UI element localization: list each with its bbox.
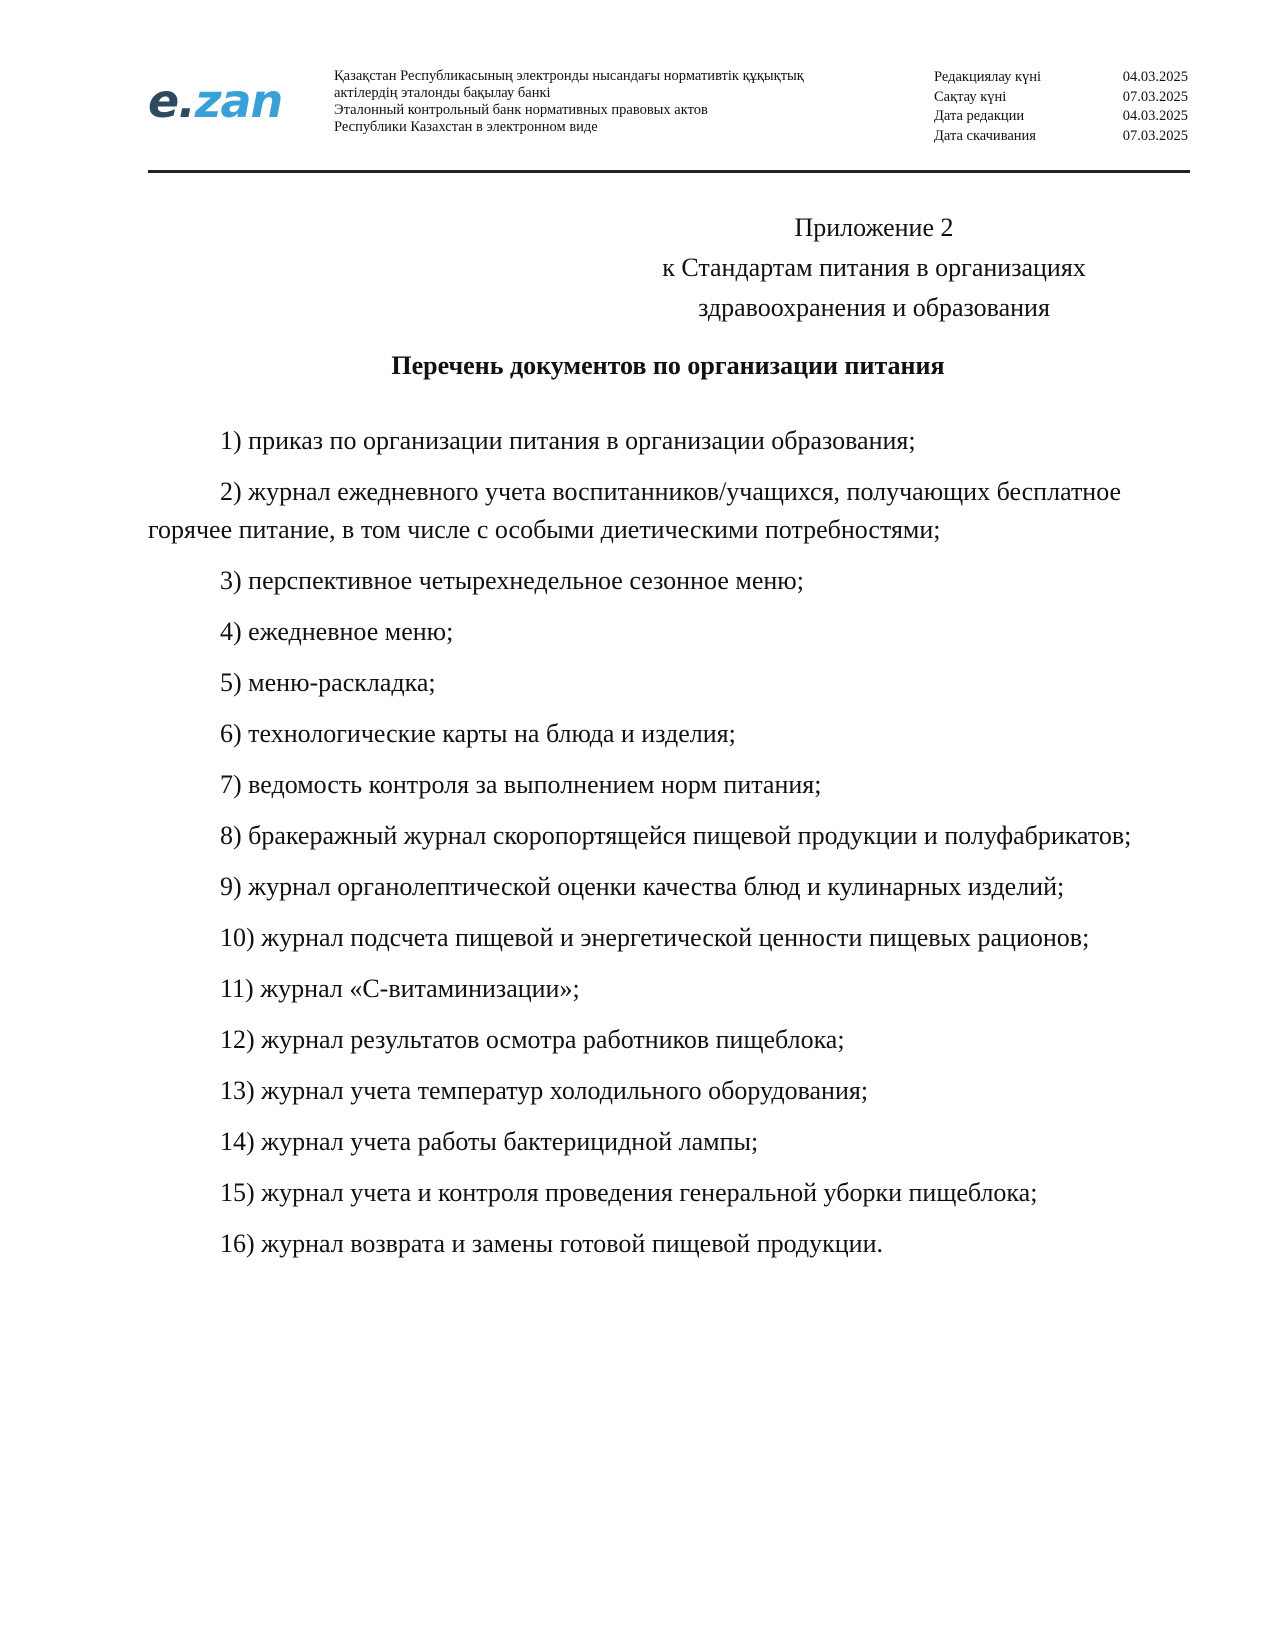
- bank-title: [334, 68, 894, 136]
- meta-row: [934, 88, 1188, 108]
- meta-row: [934, 127, 1188, 147]
- appendix-line: к Стандартам питания в организациях: [662, 253, 1086, 282]
- logo-dot: .: [178, 74, 195, 128]
- list-item: 12) журнал результатов осмотра работников пищеблока;: [220, 1025, 845, 1054]
- list-item: 6) технологические карты на блюда и изделия;: [220, 719, 736, 748]
- meta-label: Дата скачивания: [934, 127, 1036, 144]
- list-item: 8) бракеражный журнал скоропортящейся пищевой продукции и полуфабрикатов;: [220, 821, 1132, 850]
- list-item: 3) перспективное четырехнедельное сезонное меню;: [220, 566, 804, 595]
- list-item: 11) журнал «С-витаминизации»;: [220, 974, 580, 1003]
- document-dates: [934, 68, 1188, 146]
- meta-value: 04.03.2025: [1122, 69, 1188, 85]
- document-list: [148, 422, 1190, 1276]
- list-item: 1) приказ по организации питания в организации образования;: [220, 426, 916, 455]
- list-item: 9) журнал органолептической оценки качества блюд и кулинарных изделий;: [220, 872, 1065, 901]
- bank-title-line: актілердің эталонды бақылау банкі: [334, 85, 551, 101]
- list-item: 5) меню-раскладка;: [220, 668, 436, 697]
- list-item: 14) журнал учета работы бактерицидной лампы;: [220, 1127, 759, 1156]
- appendix-caption: [600, 208, 1148, 328]
- list-item: 15) журнал учета и контроля проведения генеральной уборки пищеблока;: [220, 1178, 1038, 1207]
- meta-value: 07.03.2025: [1122, 88, 1188, 105]
- meta-value: 04.03.2025: [1122, 108, 1188, 124]
- logo-e: e: [148, 74, 179, 128]
- list-item: 2) журнал ежедневного учета воспитанников/учащихся, получающих бесплатное горячее питание, в том числе с особыми диетическими потребностями;: [148, 477, 1122, 544]
- bank-title-line: Республики Казахстан в электронном виде: [334, 119, 598, 135]
- list-item: 7) ведомость контроля за выполнением норм питания;: [220, 770, 822, 799]
- ezan-logo: [148, 74, 283, 128]
- list-item: 13) журнал учета температур холодильного оборудования;: [220, 1076, 869, 1105]
- meta-row: [934, 107, 1188, 127]
- meta-label: Сақтау күні: [934, 88, 1007, 105]
- bank-title-line: Қазақстан Республикасының электронды нысандағы нормативтік құқықтық: [334, 68, 804, 84]
- meta-row: [934, 68, 1188, 88]
- meta-label: Редакциялау күні: [934, 69, 1042, 85]
- meta-value: 07.03.2025: [1122, 127, 1188, 144]
- appendix-line: здравоохранения и образования: [698, 293, 1050, 322]
- header-divider: [148, 170, 1190, 173]
- document-title: Перечень документов по организации питания: [391, 351, 945, 380]
- list-item: 10) журнал подсчета пищевой и энергетической ценности пищевых рационов;: [220, 923, 1090, 952]
- logo-zan: zan: [194, 74, 283, 128]
- appendix-line: Приложение 2: [794, 213, 954, 242]
- list-item: 4) ежедневное меню;: [220, 617, 454, 646]
- bank-title-line: Эталонный контрольный банк нормативных правовых актов: [334, 102, 708, 118]
- document-header: [148, 66, 1188, 162]
- meta-label: Дата редакции: [934, 108, 1025, 124]
- list-item: 16) журнал возврата и замены готовой пищевой продукции.: [220, 1229, 883, 1258]
